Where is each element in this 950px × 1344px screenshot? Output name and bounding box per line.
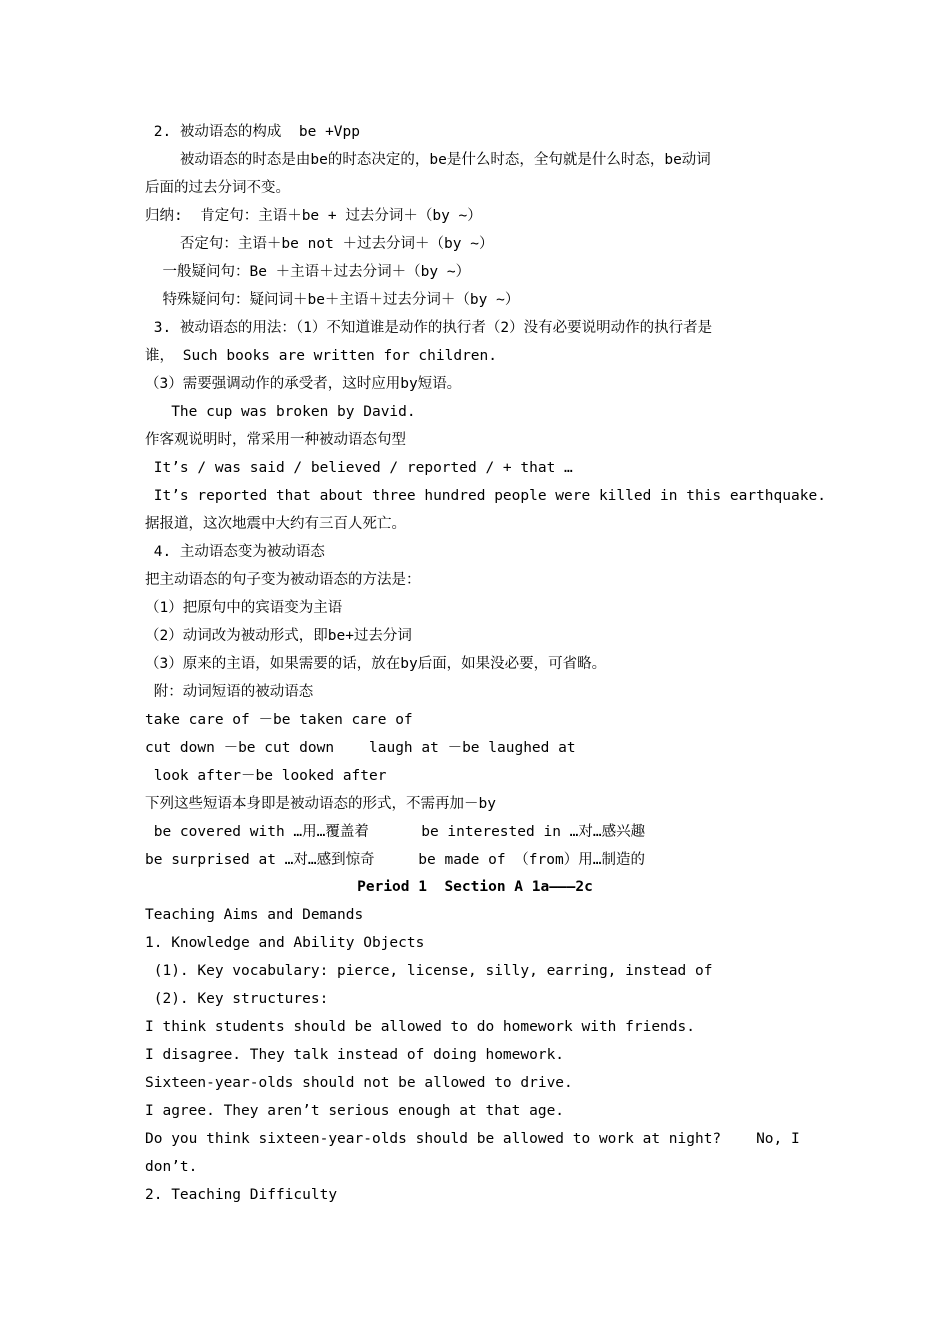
text-line: 一般疑问句：Be ＋主语＋过去分词＋（by ~） <box>145 264 471 280</box>
text-line: 被动语态的时态是由be的时态决定的，be是什么时态，全句就是什么时态，be动词 <box>145 152 711 168</box>
list-item: （3）原来的主语，如果需要的话，放在by后面，如果没必要，可省略。 <box>145 656 607 672</box>
period-title: Period 1 Section A 1a———2c <box>357 879 593 895</box>
appendix-heading: 附：动词短语的被动语态 <box>145 684 314 700</box>
text-line: 否定句：主语＋be not ＋过去分词＋（by ~） <box>145 236 494 252</box>
list-item: （2）动词改为被动形式，即be+过去分词 <box>145 628 412 644</box>
example-sentence: It’s reported that about three hundred people were killed in this earthquake. <box>145 488 826 504</box>
example-sentence: don’t. <box>145 1159 198 1175</box>
example-sentence: Sixteen-year-olds should not be allowed to drive. <box>145 1075 573 1091</box>
text-line: 据报道，这次地震中大约有三百人死亡。 <box>145 516 406 532</box>
text-line: 1. Knowledge and Ability Objects <box>145 935 425 951</box>
text-line: 归纳: 肯定句：主语＋be + 过去分词＋（by ~） <box>145 208 482 224</box>
example-sentence: I disagree. They talk instead of doing homework. <box>145 1047 565 1063</box>
section-heading: 2. Teaching Difficulty <box>145 1187 338 1203</box>
phrase-line: take care of －be taken care of <box>145 712 413 728</box>
example-sentence: It’s / was said / believed / reported / + that … <box>145 460 573 476</box>
phrase-line: look after－be looked after <box>145 768 387 784</box>
example-sentence: I think students should be allowed to do homework with friends. <box>145 1019 695 1035</box>
example-sentence: I agree. They aren’t serious enough at that age. <box>145 1103 565 1119</box>
section-heading: Teaching Aims and Demands <box>145 907 364 923</box>
example-sentence: The cup was broken by David. <box>145 404 416 420</box>
text-line: 谁， Such books are written for children. <box>145 348 498 364</box>
phrase-line: be surprised at …对…感到惊奇 be made of （from）用…制造的 <box>145 852 645 868</box>
active-to-passive-heading: 4. 主动语态变为被动语态 <box>145 544 325 560</box>
text-line: 作客观说明时，常采用一种被动语态句型 <box>145 432 406 448</box>
text-line: 后面的过去分词不变。 <box>145 180 290 196</box>
text-line: （3）需要强调动作的承受者，这时应用by短语。 <box>145 376 462 392</box>
passive-usage-heading: 3. 被动语态的用法：（1）不知道谁是动作的执行者（2）没有必要说明动作的执行者是 <box>145 320 713 336</box>
passive-structure-heading: 2. 被动语态的构成 be +Vpp <box>145 124 360 140</box>
text-line: (1). Key vocabulary: pierce, license, silly, earring, instead of <box>145 963 713 979</box>
phrase-line: cut down －be cut down laugh at －be laughed at <box>145 740 576 756</box>
example-sentence: Do you think sixteen-year-olds should be allowed to work at night? No, I <box>145 1131 800 1147</box>
phrase-line: be covered with …用…覆盖着 be interested in …对…感兴趣 <box>145 824 646 840</box>
text-line: 特殊疑问句：疑问词＋be＋主语＋过去分词＋（by ~） <box>145 292 520 308</box>
text-line: 把主动语态的句子变为被动语态的方法是： <box>145 572 421 588</box>
text-line: 下列这些短语本身即是被动语态的形式，不需再加－by <box>145 796 496 812</box>
text-line: (2). Key structures: <box>145 991 329 1007</box>
list-item: （1）把原句中的宾语变为主语 <box>145 600 343 616</box>
